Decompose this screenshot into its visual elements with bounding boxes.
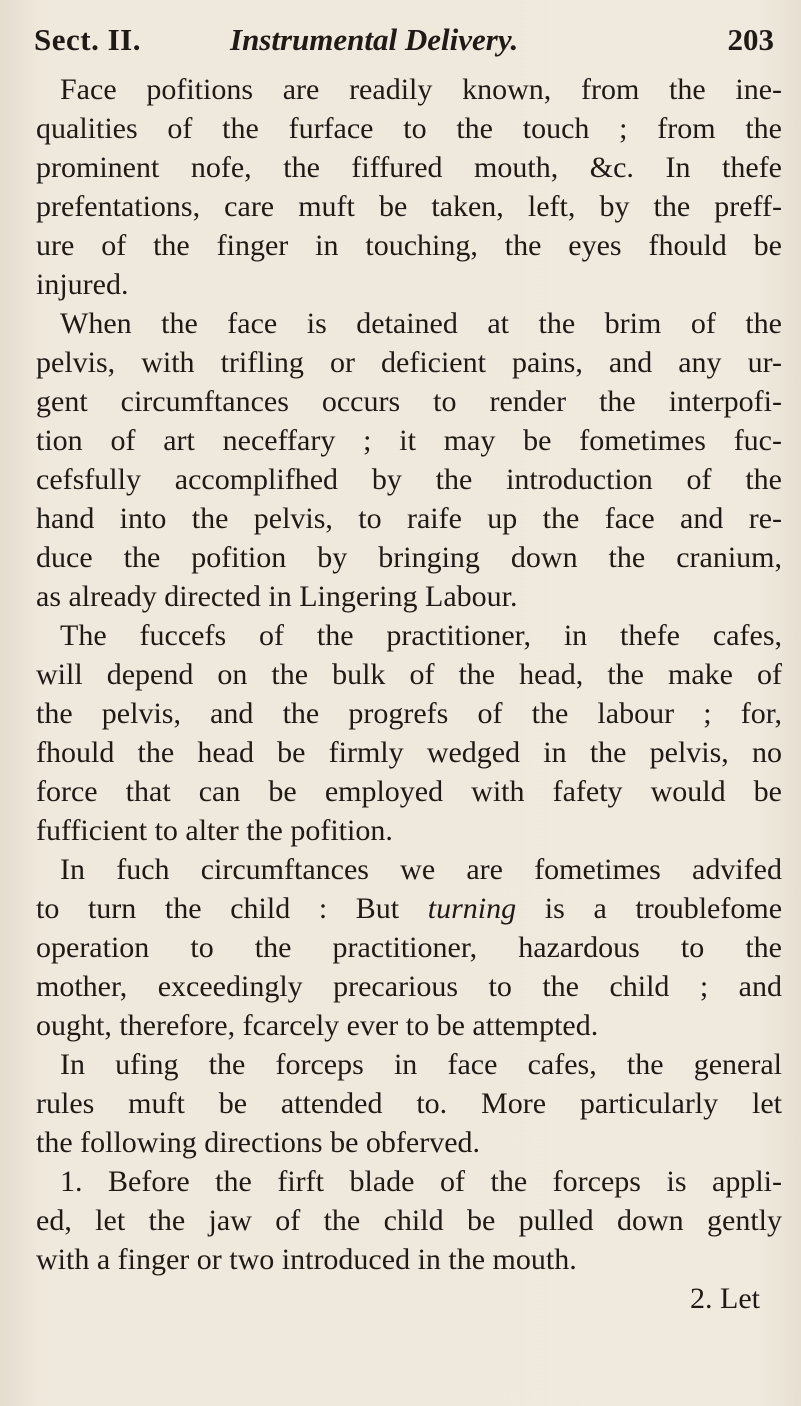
text-line: Face pofitions are readily known, from the ine- xyxy=(60,73,782,106)
text-segment: to turn the child : But xyxy=(36,892,400,925)
text-line: rules muft be attended to. More particularly let xyxy=(36,1087,782,1120)
text-line: In ufing the forceps in face cafes, the general xyxy=(60,1048,782,1081)
text-line: cefsfully accomplifhed by the introduction of the xyxy=(36,463,782,496)
running-title: Instrumental Delivery. xyxy=(230,22,519,57)
body-text xyxy=(36,70,782,1318)
text-line: with a finger or two introduced in the mouth. xyxy=(36,1243,577,1276)
text-line: force that can be employed with fafety would be xyxy=(36,775,782,808)
text-segment: is a troublefome xyxy=(544,892,783,925)
text-line: qualities of the furface to the touch ; from the xyxy=(36,112,782,145)
text-line: ought, therefore, fcarcely ever to be attempted. xyxy=(36,1009,599,1042)
text-line: tion of art neceffary ; it may be fometimes fuc- xyxy=(36,424,782,457)
section-label: Sect. II. xyxy=(34,22,141,57)
text-line: mother, exceedingly precarious to the child ; and xyxy=(36,970,782,1003)
text-line: 1. Before the firft blade of the forceps is appli- xyxy=(60,1165,782,1198)
text-line: duce the pofition by bringing down the cranium, xyxy=(36,541,782,574)
text-line: prefentations, care muft be taken, left, by the preff- xyxy=(36,190,782,223)
text-line: will depend on the bulk of the head, the make of xyxy=(36,658,782,691)
running-head xyxy=(34,22,774,66)
italic-emphasis: turning xyxy=(427,892,517,925)
text-line: The fuccefs of the practitioner, in thefe cafes, xyxy=(60,619,782,652)
text-line xyxy=(36,889,782,928)
text-line: pelvis, with trifling or deficient pains, and any ur- xyxy=(36,346,782,379)
text-line: fhould the head be firmly wedged in the pelvis, no xyxy=(36,736,782,769)
text-line: In fuch circumftances we are fometimes advifed xyxy=(60,853,782,886)
text-line: prominent nofe, the fiffured mouth, &c. In thefe xyxy=(36,151,782,184)
page-number: 203 xyxy=(727,22,774,57)
catchword: 2. Let xyxy=(690,1282,760,1315)
text-line: operation to the practitioner, hazardous to the xyxy=(36,931,782,964)
text-line: hand into the pelvis, to raife up the face and re- xyxy=(36,502,782,535)
text-line: gent circumftances occurs to render the interpofi- xyxy=(36,385,782,418)
text-line: the following directions be obferved. xyxy=(36,1126,481,1159)
text-line: When the face is detained at the brim of the xyxy=(60,307,782,340)
text-line: ure of the finger in touching, the eyes fhould be xyxy=(36,229,782,262)
text-line: ed, let the jaw of the child be pulled down gently xyxy=(36,1204,782,1237)
text-line: injured. xyxy=(36,268,129,301)
text-line: as already directed in Lingering Labour. xyxy=(36,580,518,613)
text-line: fufficient to alter the pofition. xyxy=(36,814,393,847)
text-line: the pelvis, and the progrefs of the labour ; for, xyxy=(36,697,782,730)
